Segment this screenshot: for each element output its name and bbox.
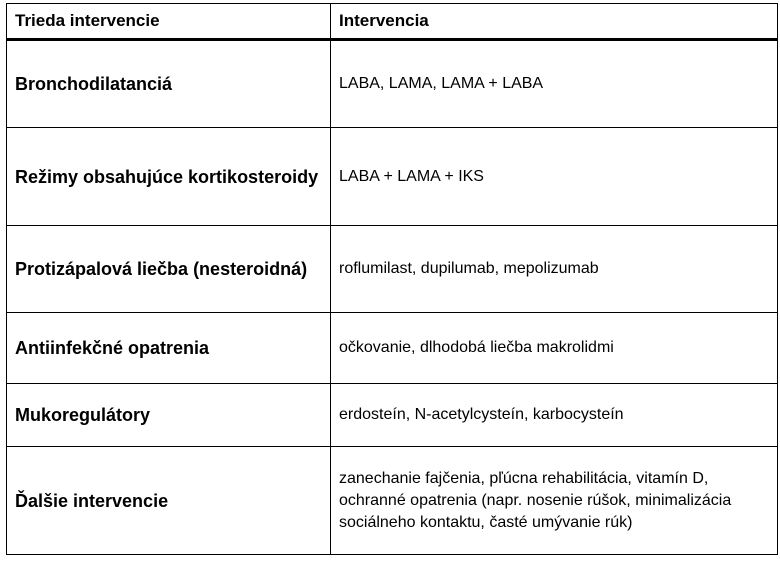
table-row xyxy=(7,226,778,313)
intervention-cell: LABA, LAMA, LAMA + LABA xyxy=(331,40,778,128)
intervention-cell: erdosteín, N-acetylcysteín, karbocysteín xyxy=(331,384,778,447)
intervention-class-cell: Režimy obsahujúce kortikosteroidy xyxy=(7,128,331,226)
intervention-class-cell: Ďalšie intervencie xyxy=(7,447,331,555)
intervention-cell: LABA + LAMA + IKS xyxy=(331,128,778,226)
interventions-table xyxy=(6,3,778,555)
intervention-cell: očkovanie, dlhodobá liečba makrolidmi xyxy=(331,313,778,384)
intervention-class-cell: Mukoregulátory xyxy=(7,384,331,447)
intervention-cell: roflumilast, dupilumab, mepolizumab xyxy=(331,226,778,313)
table-row xyxy=(7,128,778,226)
header-intervention-class: Trieda intervencie xyxy=(7,4,331,40)
table-row xyxy=(7,384,778,447)
table-row xyxy=(7,40,778,128)
table-row xyxy=(7,447,778,555)
header-intervention: Intervencia xyxy=(331,4,778,40)
intervention-class-cell: Protizápalová liečba (nesteroidná) xyxy=(7,226,331,313)
table-row xyxy=(7,313,778,384)
table-header-row xyxy=(7,4,778,40)
intervention-cell: zanechanie fajčenia, pľúcna rehabilitácia, vitamín D, ochranné opatrenia (napr. nosenie rúšok, minimalizácia sociálneho kontaktu, časté umývanie rúk) xyxy=(331,447,778,555)
intervention-class-cell: Antiinfekčné opatrenia xyxy=(7,313,331,384)
intervention-class-cell: Bronchodilatanciá xyxy=(7,40,331,128)
